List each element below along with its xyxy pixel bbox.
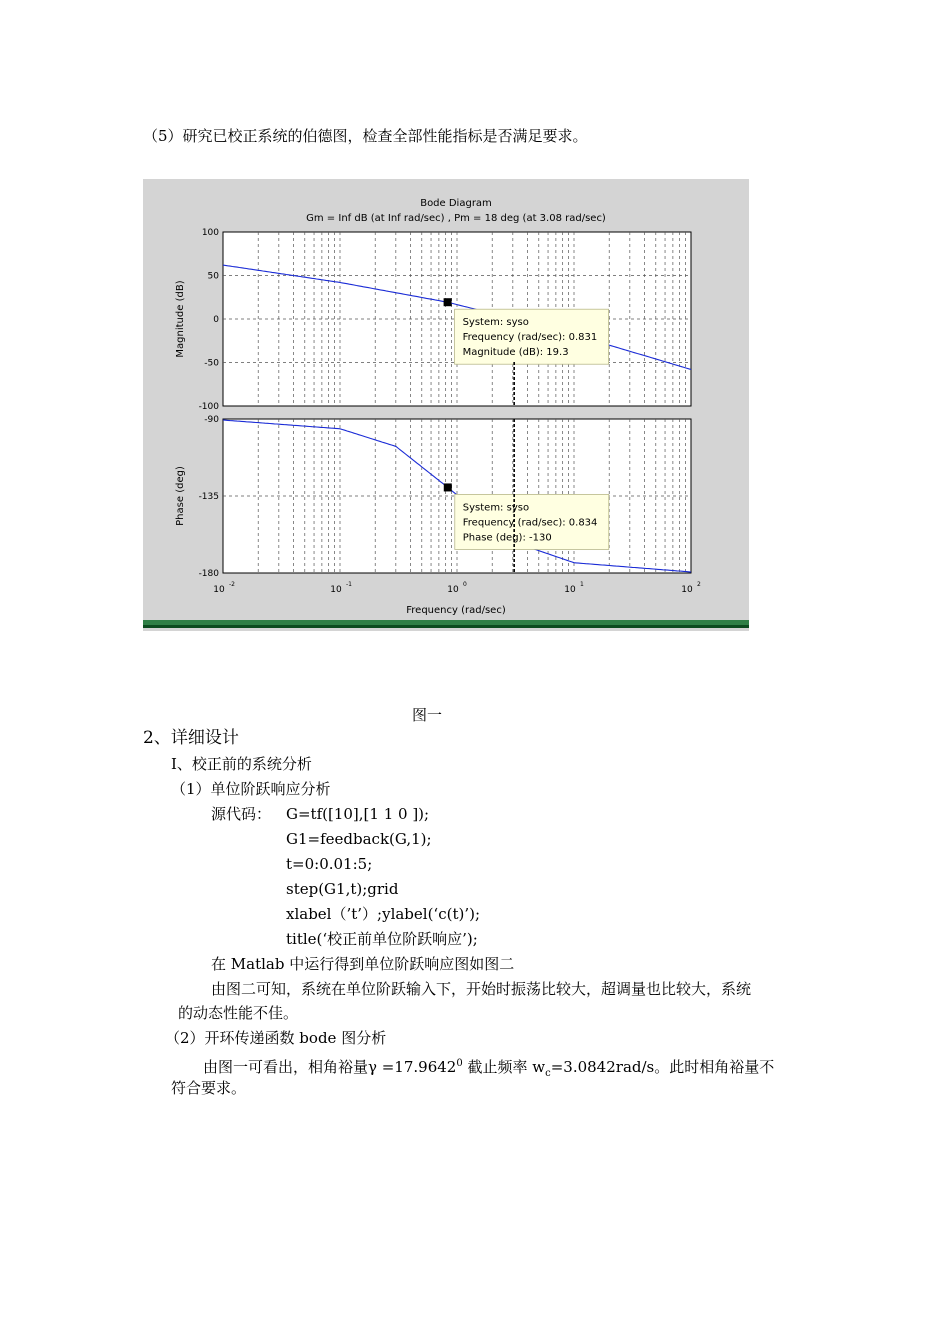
x-tick-exponent: -1 [346, 581, 352, 588]
y-axis-label-magnitude: Magnitude (dB) [175, 280, 186, 358]
y-tick-label: -100 [198, 402, 219, 412]
x-axis-label: Frequency (rad/sec) [406, 605, 506, 616]
x-tick-exponent: 0 [463, 581, 467, 588]
analysis-line-2: 的动态性能不佳。 [178, 1004, 299, 1022]
y-tick-label: -180 [198, 569, 219, 579]
x-tick-label: 10 [564, 585, 576, 595]
data-marker [444, 298, 452, 306]
x-tick-label: 10 [213, 585, 225, 595]
code-line: G=tf([10],[1 1 0 ]); [286, 805, 430, 823]
y-tick-label: 0 [213, 315, 219, 325]
code-line: G1=feedback(G,1); [286, 830, 432, 848]
x-tick-label: 10 [330, 585, 342, 595]
y-tick-label: -135 [198, 492, 219, 502]
item-2-text-b: 截止频率 w [462, 1058, 546, 1076]
figure-caption: 图一 [412, 706, 443, 724]
chart-subtitle: Gm = Inf dB (at Inf rad/sec) , Pm = 18 deg (at 3.08 rad/sec) [306, 213, 606, 224]
y-tick-label: -50 [204, 358, 219, 369]
datatip-value: Phase (deg): -130 [462, 532, 552, 544]
item-2-text-a: 由图一可看出，相角裕量γ =17.9642 [203, 1058, 457, 1076]
figure-bottom-border [143, 620, 749, 625]
analysis-line-1: 由图二可知，系统在单位阶跃输入下，开始时振荡比较大，超调量也比较大，系统 [211, 980, 752, 998]
code-label: 源代码： [211, 805, 272, 823]
bode-figure [143, 179, 749, 631]
y-tick-label: 50 [207, 271, 219, 282]
datatip-frequency: Frequency (rad/sec): 0.834 [462, 517, 598, 529]
item-2-text [203, 1054, 774, 1084]
datatip-system: System: syso [462, 317, 529, 329]
section-heading: 2、详细设计 [143, 728, 239, 748]
degree-mark: 0 [456, 1058, 463, 1069]
run-line: 在 Matlab 中运行得到单位阶跃响应图如图二 [211, 955, 515, 973]
code-line: xlabel（’t’）;ylabel(‘c(t)’); [286, 905, 481, 923]
figure-bottom-border [143, 625, 749, 628]
code-line: step(G1,t);grid [286, 880, 399, 898]
y-tick-label: 100 [201, 228, 219, 238]
subsection-title: Ⅰ、校正前的系统分析 [171, 755, 312, 773]
y-axis-label-phase: Phase (deg) [175, 466, 186, 526]
x-tick-label: 10 [681, 585, 693, 595]
item-2-text-end: 符合要求。 [171, 1079, 247, 1097]
x-tick-exponent: 2 [697, 581, 701, 588]
bode-chart [143, 179, 749, 631]
code-line: t=0:0.01:5; [286, 855, 373, 873]
x-tick-label: 10 [447, 585, 459, 595]
datatip-value: Magnitude (dB): 19.3 [462, 347, 569, 359]
item-2-text-c: =3.0842rad/s。此时相角裕量不 [550, 1058, 775, 1076]
item-2-title: （2）开环传递函数 bode 图分析 [165, 1029, 387, 1047]
x-tick-exponent: -2 [229, 581, 235, 588]
x-tick-exponent: 1 [580, 581, 584, 588]
chart-title: Bode Diagram [420, 198, 492, 209]
item-1-title: （1）单位阶跃响应分析 [171, 780, 331, 798]
intro-line: （5）研究已校正系统的伯德图，检查全部性能指标是否满足要求。 [143, 127, 588, 145]
code-line: title(‘校正前单位阶跃响应’); [286, 930, 478, 948]
subscript-c: c [545, 1068, 551, 1079]
datatip-frequency: Frequency (rad/sec): 0.831 [462, 332, 598, 344]
y-tick-label: -90 [204, 415, 219, 425]
data-marker [444, 483, 452, 491]
datatip-system: System: syso [462, 502, 530, 514]
